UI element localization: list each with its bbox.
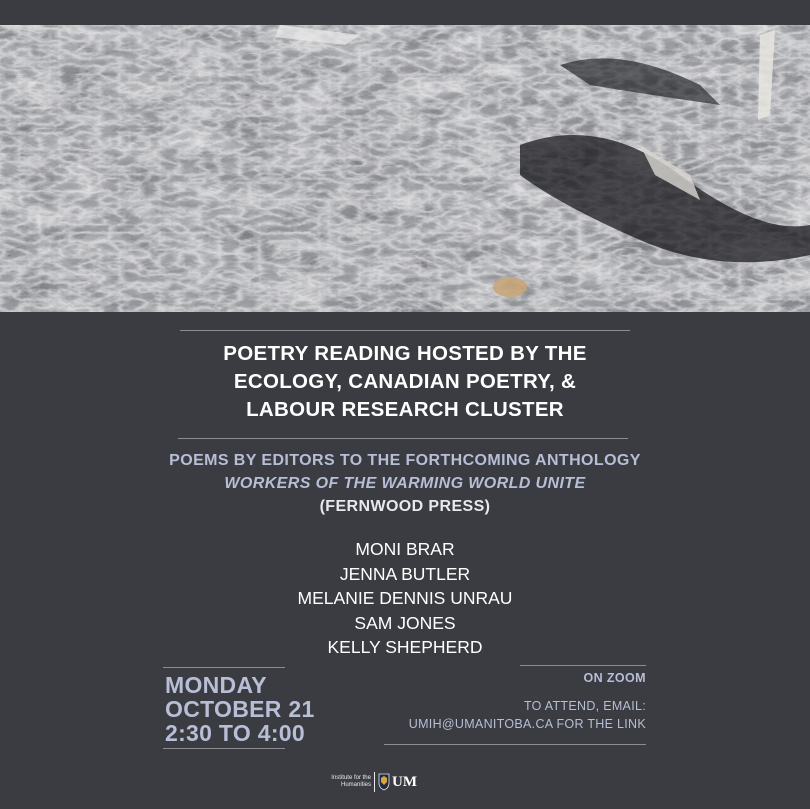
reader-name: SAM JONES <box>354 612 456 633</box>
header-photo <box>0 25 810 312</box>
title-line: POETRY READING HOSTED BY THE <box>223 342 587 365</box>
attend-instructions <box>370 697 646 733</box>
event-date: OCTOBER 21 <box>165 696 315 722</box>
institute-logo <box>329 770 417 794</box>
institute-line: Humanities <box>340 782 371 788</box>
event-datetime <box>165 673 385 745</box>
reader-name: JENNA BUTLER <box>339 563 471 584</box>
event-day: MONDAY <box>165 672 267 698</box>
logo-separator <box>374 772 375 792</box>
reader-name: KELLY SHEPHERD <box>327 637 483 658</box>
attend-email: UMIH@UMANITOBA.CA FOR THE LINK <box>408 717 646 731</box>
anthology-title: WORKERS OF THE WARMING WORLD UNITE <box>224 475 586 492</box>
institute-line: Institute for the <box>331 775 371 781</box>
event-title <box>120 340 690 424</box>
divider-date-bottom <box>163 748 285 749</box>
event-time: 2:30 TO 4:00 <box>165 720 305 746</box>
title-line: LABOUR RESEARCH CLUSTER <box>246 398 564 421</box>
attend-line: TO ATTEND, EMAIL: <box>523 699 646 713</box>
institute-name <box>329 775 371 789</box>
divider-middle <box>178 438 628 439</box>
divider-top <box>180 330 630 331</box>
divider-zoom-top <box>520 665 646 666</box>
reader-name: MONI BRAR <box>355 539 455 559</box>
event-subtitle <box>100 449 710 518</box>
subtitle-line: POEMS BY EDITORS TO THE FORTHCOMING ANTHOLOGY <box>169 452 641 469</box>
reader-list <box>200 537 610 660</box>
ice-texture-image <box>0 25 810 312</box>
divider-date-top <box>163 667 285 668</box>
publisher-name: (FERNWOOD PRESS) <box>319 498 491 515</box>
divider-zoom-bottom <box>384 744 646 745</box>
title-line: ECOLOGY, CANADIAN POETRY, & <box>233 370 577 393</box>
location-label: ON ZOOM <box>583 671 646 685</box>
shield-icon <box>378 773 390 791</box>
um-mark: UM <box>392 773 417 790</box>
reader-name: MELANIE DENNIS UNRAU <box>297 588 513 609</box>
